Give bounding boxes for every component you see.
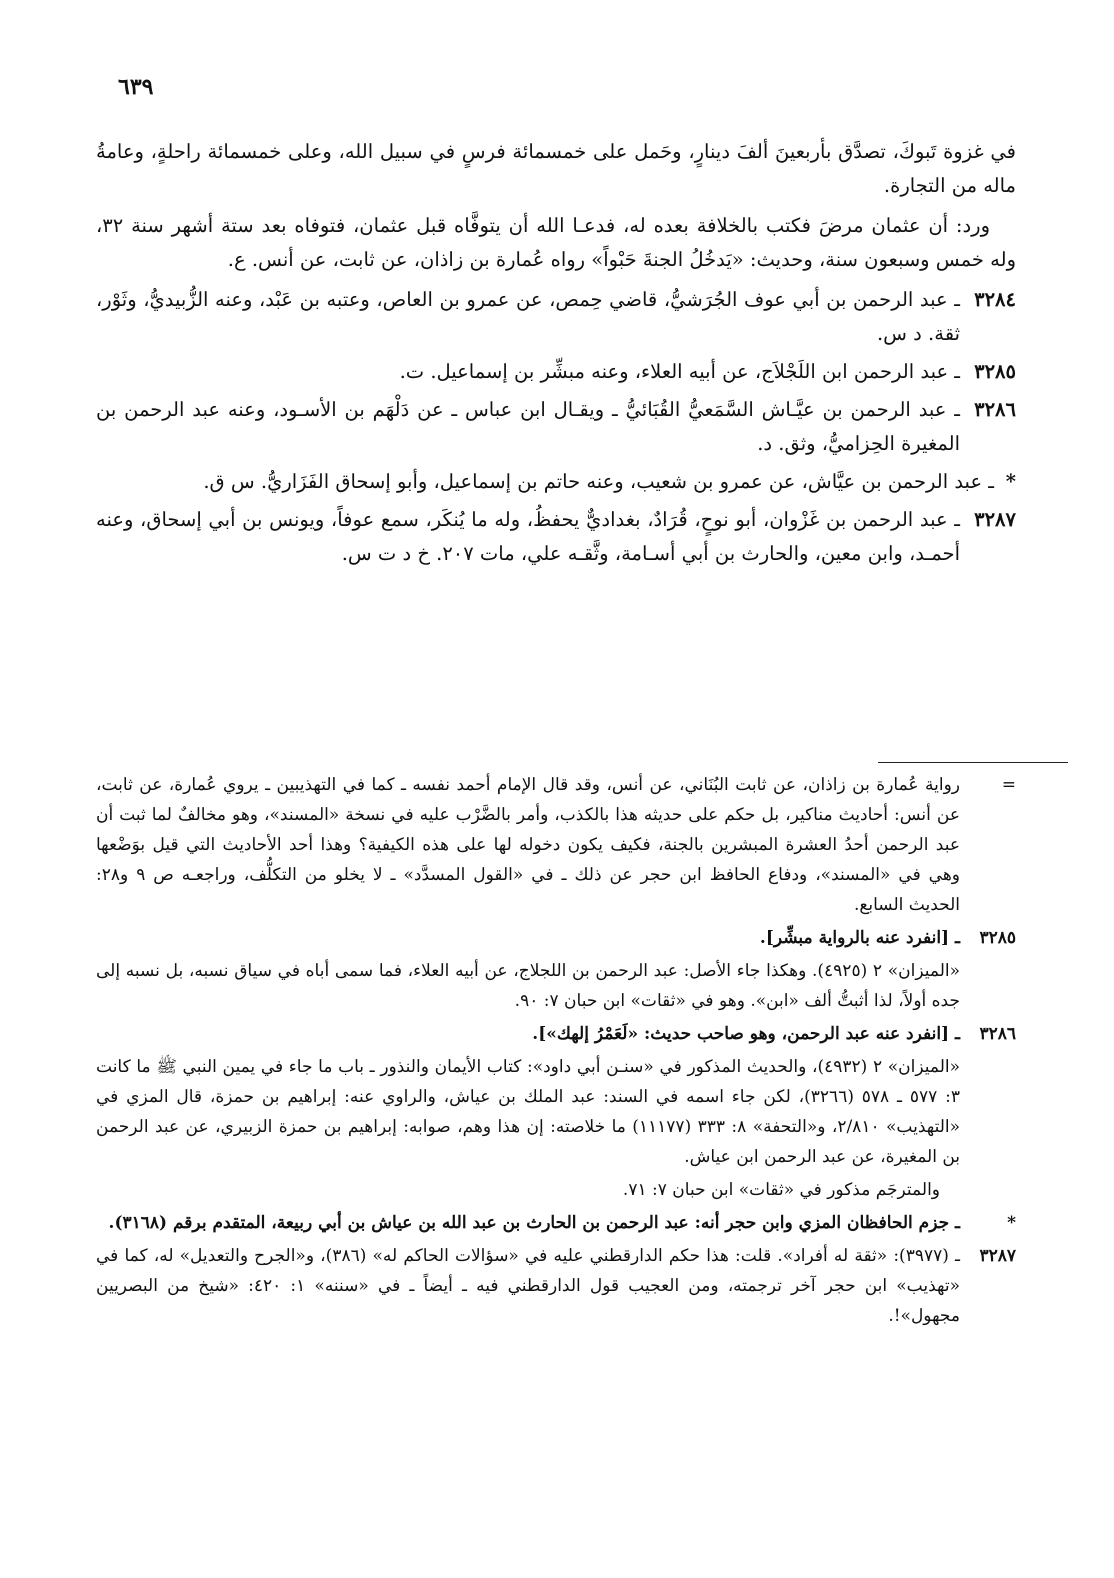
- star-marker: *: [1005, 470, 1016, 493]
- entry-text: ـ عبد الرحمن بن أبي عوف الجُرَشيُّ، قاضي حِمص، عن عمرو بن العاص، وعتبه بن عَبْد، وعنه الزُّبيديُّ، وثَوْر، ثقة. د س.: [96, 288, 960, 345]
- entry-3287: [96, 503, 1016, 571]
- continuation-marker: =: [1001, 775, 1016, 795]
- entry-text: ـ عبد الرحمن بن عيَّـاش السَّمَعيُّ القُبَائيُّ ـ ويقـال ابن عباس ـ عن دَلْهَم بن الأسـود، وعنه عبد الرحمن بن المغيرة الحِزاميُّ، وثق. د.: [96, 398, 960, 455]
- footnotes: [96, 770, 1016, 1334]
- footnote-star: [96, 1208, 1016, 1238]
- footnote-3286-body: «الميزان» ٢ (٤٩٣٢)، والحديث المذكور في «سنـن أبي داود»: كتاب الأيمان والنذور ـ باب ما جاء في يمين النبي ﷺ ما كانت ٣: ٥٧٧ ـ ٥٧٨ (٣٢٦٦)، لكن جاء اسمه في السند: عبد الملك بن عياش، والراوي عنه: إبراهيم بن حمزة، قال المزي في «التهذيب» ٢/٨١٠، و«التحفة» ٨: ٣٣٣ (١١١٧٧) ما خلاصته: إن هذا وهم، صوابه: إبراهيم بن حمزة الزبيري، عن عبد الرحمن بن المغيرة، عن عبد الرحمن ابن عياش.: [96, 1057, 961, 1167]
- entry-number: ٣٢٨٥: [974, 360, 1016, 383]
- footnote-heading: ـ [انفرد عنه عبد الرحمن، وهو صاحب حديث: «لَعَمْرُ إلهك»].: [532, 1024, 960, 1044]
- star-marker: *: [1007, 1213, 1016, 1233]
- footnote-3286-heading: [96, 1019, 1016, 1049]
- footnote-heading: ـ [انفرد عنه بالرواية مبشِّر].: [759, 928, 960, 948]
- footnote-number: ٣٢٨٥: [979, 928, 1016, 948]
- paragraph-2: ورد: أن عثمان مرضَ فكتب بالخلافة بعده له، فدعـا الله أن يتوفَّاه قبل عثمان، فتوفاه بعد ستة أشهر سنة ٣٢، وله خمس وسبعون سنة، وحديث: «يَدخُلُ الجنةَ حَبْواً» رواه عُمارة بن زاذان، عن ثابت، عن أنس. ع.: [96, 214, 1016, 271]
- footnote-continuation: [96, 770, 1016, 920]
- footnote-text: ـ (٣٩٧٧): «ثقة له أفراد». قلت: هذا حكم الدارقطني عليه في «سؤالات الحاكم له» (٣٨٦)، و«الجرح والتعديل» له، كما في «تهذيب» ابن حجر آخر ترجمته، ومن العجيب قول الدارقطني فيه ـ أيضاً ـ في «سننه» ١: ٤٢٠: «شيخ من البصريين مجهول»!.: [96, 1246, 961, 1326]
- footnote-text: رواية عُمارة بن زاذان، عن ثابت البُنَاني، عن أنس، وقد قال الإمام أحمد نفسه ـ كما في التهذيبين ـ يروي عُمارة، عن ثابت، عن أنس: أحاديث مناكير، بل حكم على حديثه هذا بالكذب، وأمر بالضَّرْب عليه في نسخة «المسند»، وهو مخالفٌ لما ثبت أن عبد الرحمن أحدُ العشرة المبشرين بالجنة، فكيف يكون دخوله لها على هذه الكيفية؟ وهذا أحد الأحاديث التي قيل بوَضْعها وهي في «المسند»، ودفاع الحافظ ابن حجر عن ذلك ـ في «القول المسدَّد» ـ لا يخلو من التكلُّف، وراجعـه ص ٩ و٢٨: الحديث السابع.: [96, 775, 961, 915]
- footnote-divider: [878, 762, 1068, 763]
- entry-3286: [96, 393, 1016, 461]
- entry-text: ـ عبد الرحمن بن عيَّاش، عن عمرو بن شعيب، وعنه حاتم بن إسماعيل، وأبو إسحاق الفَزَاريُّ. س ق.: [203, 470, 994, 493]
- footnote-3285-heading: [96, 923, 1016, 953]
- entry-3285: [96, 355, 1016, 389]
- entry-3284: [96, 283, 1016, 351]
- entry-text: ـ عبد الرحمن ابن اللَجْلاَج، عن أبيه العلاء، وعنه مبشِّر بن إسماعيل. ت.: [399, 360, 960, 383]
- main-text: [96, 135, 1016, 575]
- page-number: ٦٣٩: [118, 74, 154, 100]
- entry-number: ٣٢٨٧: [974, 508, 1016, 531]
- footnote-3286-tail: والمترجَم مذكور في «ثقات» ابن حبان ٧: ٧١.: [622, 1180, 940, 1200]
- entry-number: ٣٢٨٦: [974, 398, 1016, 421]
- footnote-number: ٣٢٨٧: [979, 1246, 1016, 1266]
- paragraph-1: في غزوة تَبوكَ، تصدَّق بأربعينَ ألفَ دينارٍ، وحَمل على خمسمائة فرسٍ في سبيل الله، وعلى خمسمائة راحلةٍ، وعامةُ ماله من التجارة.: [96, 140, 1016, 197]
- footnote-text: ـ جزم الحافظان المزي وابن حجر أنه: عبد الرحمن بن الحارث بن عبد الله بن عياش بن أبي ربيعة، المتقدم برقم (٣١٦٨).: [108, 1213, 960, 1233]
- entry-star: [96, 465, 1016, 499]
- footnote-3285-body: «الميزان» ٢ (٤٩٢٥). وهكذا جاء الأصل: عبد الرحمن بن اللجلاج، عن أبيه العلاء، فما سمى أباه في سياق نسبه، بل نسبه إلى جده أولاً، لذا أثبتُّ ألف «ابن». وهو في «ثقات» ابن حبان ٧: ٩٠.: [96, 961, 960, 1011]
- entry-number: ٣٢٨٤: [974, 288, 1016, 311]
- footnote-number: ٣٢٨٦: [979, 1024, 1016, 1044]
- footnote-3287: [96, 1241, 1016, 1331]
- entry-text: ـ عبد الرحمن بن غَزْوان، أبو نوحٍ، قُرَادٌ، بغداديٌّ يحفظُ، وله ما يُنكَر، سمع عوفاً، ويونس بن أبي إسحاق، وعنه أحمـد، وابن معين، والحارث بن أبي أسـامة، وثَّقـه علي، مات ٢٠٧. خ د ت س.: [96, 508, 960, 565]
